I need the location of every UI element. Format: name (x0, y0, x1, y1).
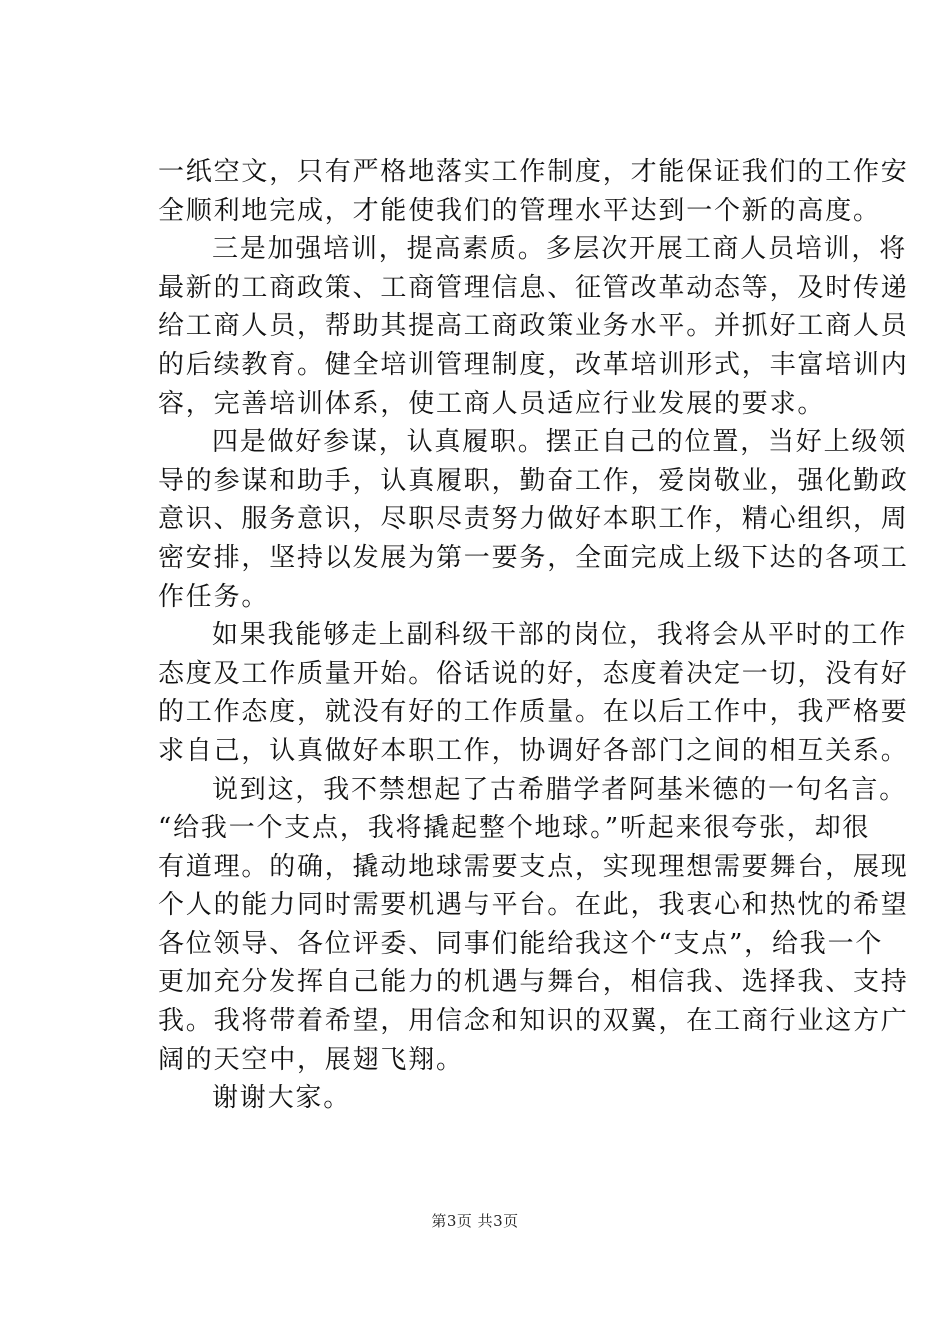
text-line: 密安排，坚持以发展为第一要务，全面完成上级下达的各项工 (158, 542, 909, 573)
text-line: 我。我将带着希望，用信念和知识的双翼，在工商行业这方广 (158, 1006, 909, 1037)
paragraph-start-line: 四是做好参谋，认真履职。摆正自己的位置，当好上级领 (212, 427, 908, 458)
page-footer (0, 1210, 950, 1232)
paragraph-start-line: 三是加强培训，提高素质。多层次开展工商人员培训，将 (212, 234, 908, 265)
closing-line: 谢谢大家。 (212, 1083, 352, 1114)
text-line: “给我一个支点，我将撬起整个地球。”听起来很夸张，却很 (158, 813, 871, 844)
paragraph-start-line: 说到这，我不禁想起了古希腊学者阿基米德的一句名言。 (212, 774, 908, 805)
text-line: 的工作态度，就没有好的工作质量。在以后工作中，我严格要 (158, 697, 909, 728)
text-line: 导的参谋和助手，认真履职，勤奋工作，爱岗敬业，强化勤政 (158, 465, 909, 496)
paragraph-start-line: 如果我能够走上副科级干部的岗位，我将会从平时的工作 (212, 620, 908, 651)
text-line: 个人的能力同时需要机遇与平台。在此，我衷心和热忱的希望 (158, 890, 909, 921)
text-line: 一纸空文，只有严格地落实工作制度，才能保证我们的工作安 (158, 157, 909, 187)
text-line: 更加充分发挥自己能力的机遇与舞台，相信我、选择我、支持 (158, 967, 909, 998)
text-line: 有道理。的确，撬动地球需要支点，实现理想需要舞台，展现 (158, 851, 909, 882)
text-line: 态度及工作质量开始。俗话说的好，态度着决定一切，没有好 (158, 658, 909, 689)
text-line: 阔的天空中，展翅飞翔。 (158, 1044, 464, 1075)
document-body (158, 153, 909, 1118)
text-line: 全顺利地完成，才能使我们的管理水平达到一个新的高度。 (158, 195, 881, 226)
text-line: 的后续教育。健全培训管理制度，改革培训形式，丰富培训内 (158, 349, 909, 380)
text-line: 求自己，认真做好本职工作，协调好各部门之间的相互关系。 (158, 735, 909, 766)
text-line: 容，完善培训体系，使工商人员适应行业发展的要求。 (158, 388, 826, 419)
text-line: 各位领导、各位评委、同事们能给我这个“支点”，给我一个 (158, 928, 884, 959)
text-line: 给工商人员，帮助其提高工商政策业务水平。并抓好工商人员 (158, 311, 909, 342)
text-line: 意识、服务意识，尽职尽责努力做好本职工作，精心组织，周 (158, 504, 909, 535)
text-line: 作任务。 (158, 581, 270, 612)
page-number: 第3页 共3页 (431, 1212, 519, 1230)
text-line: 最新的工商政策、工商管理信息、征管改革动态等，及时传递 (158, 272, 909, 303)
